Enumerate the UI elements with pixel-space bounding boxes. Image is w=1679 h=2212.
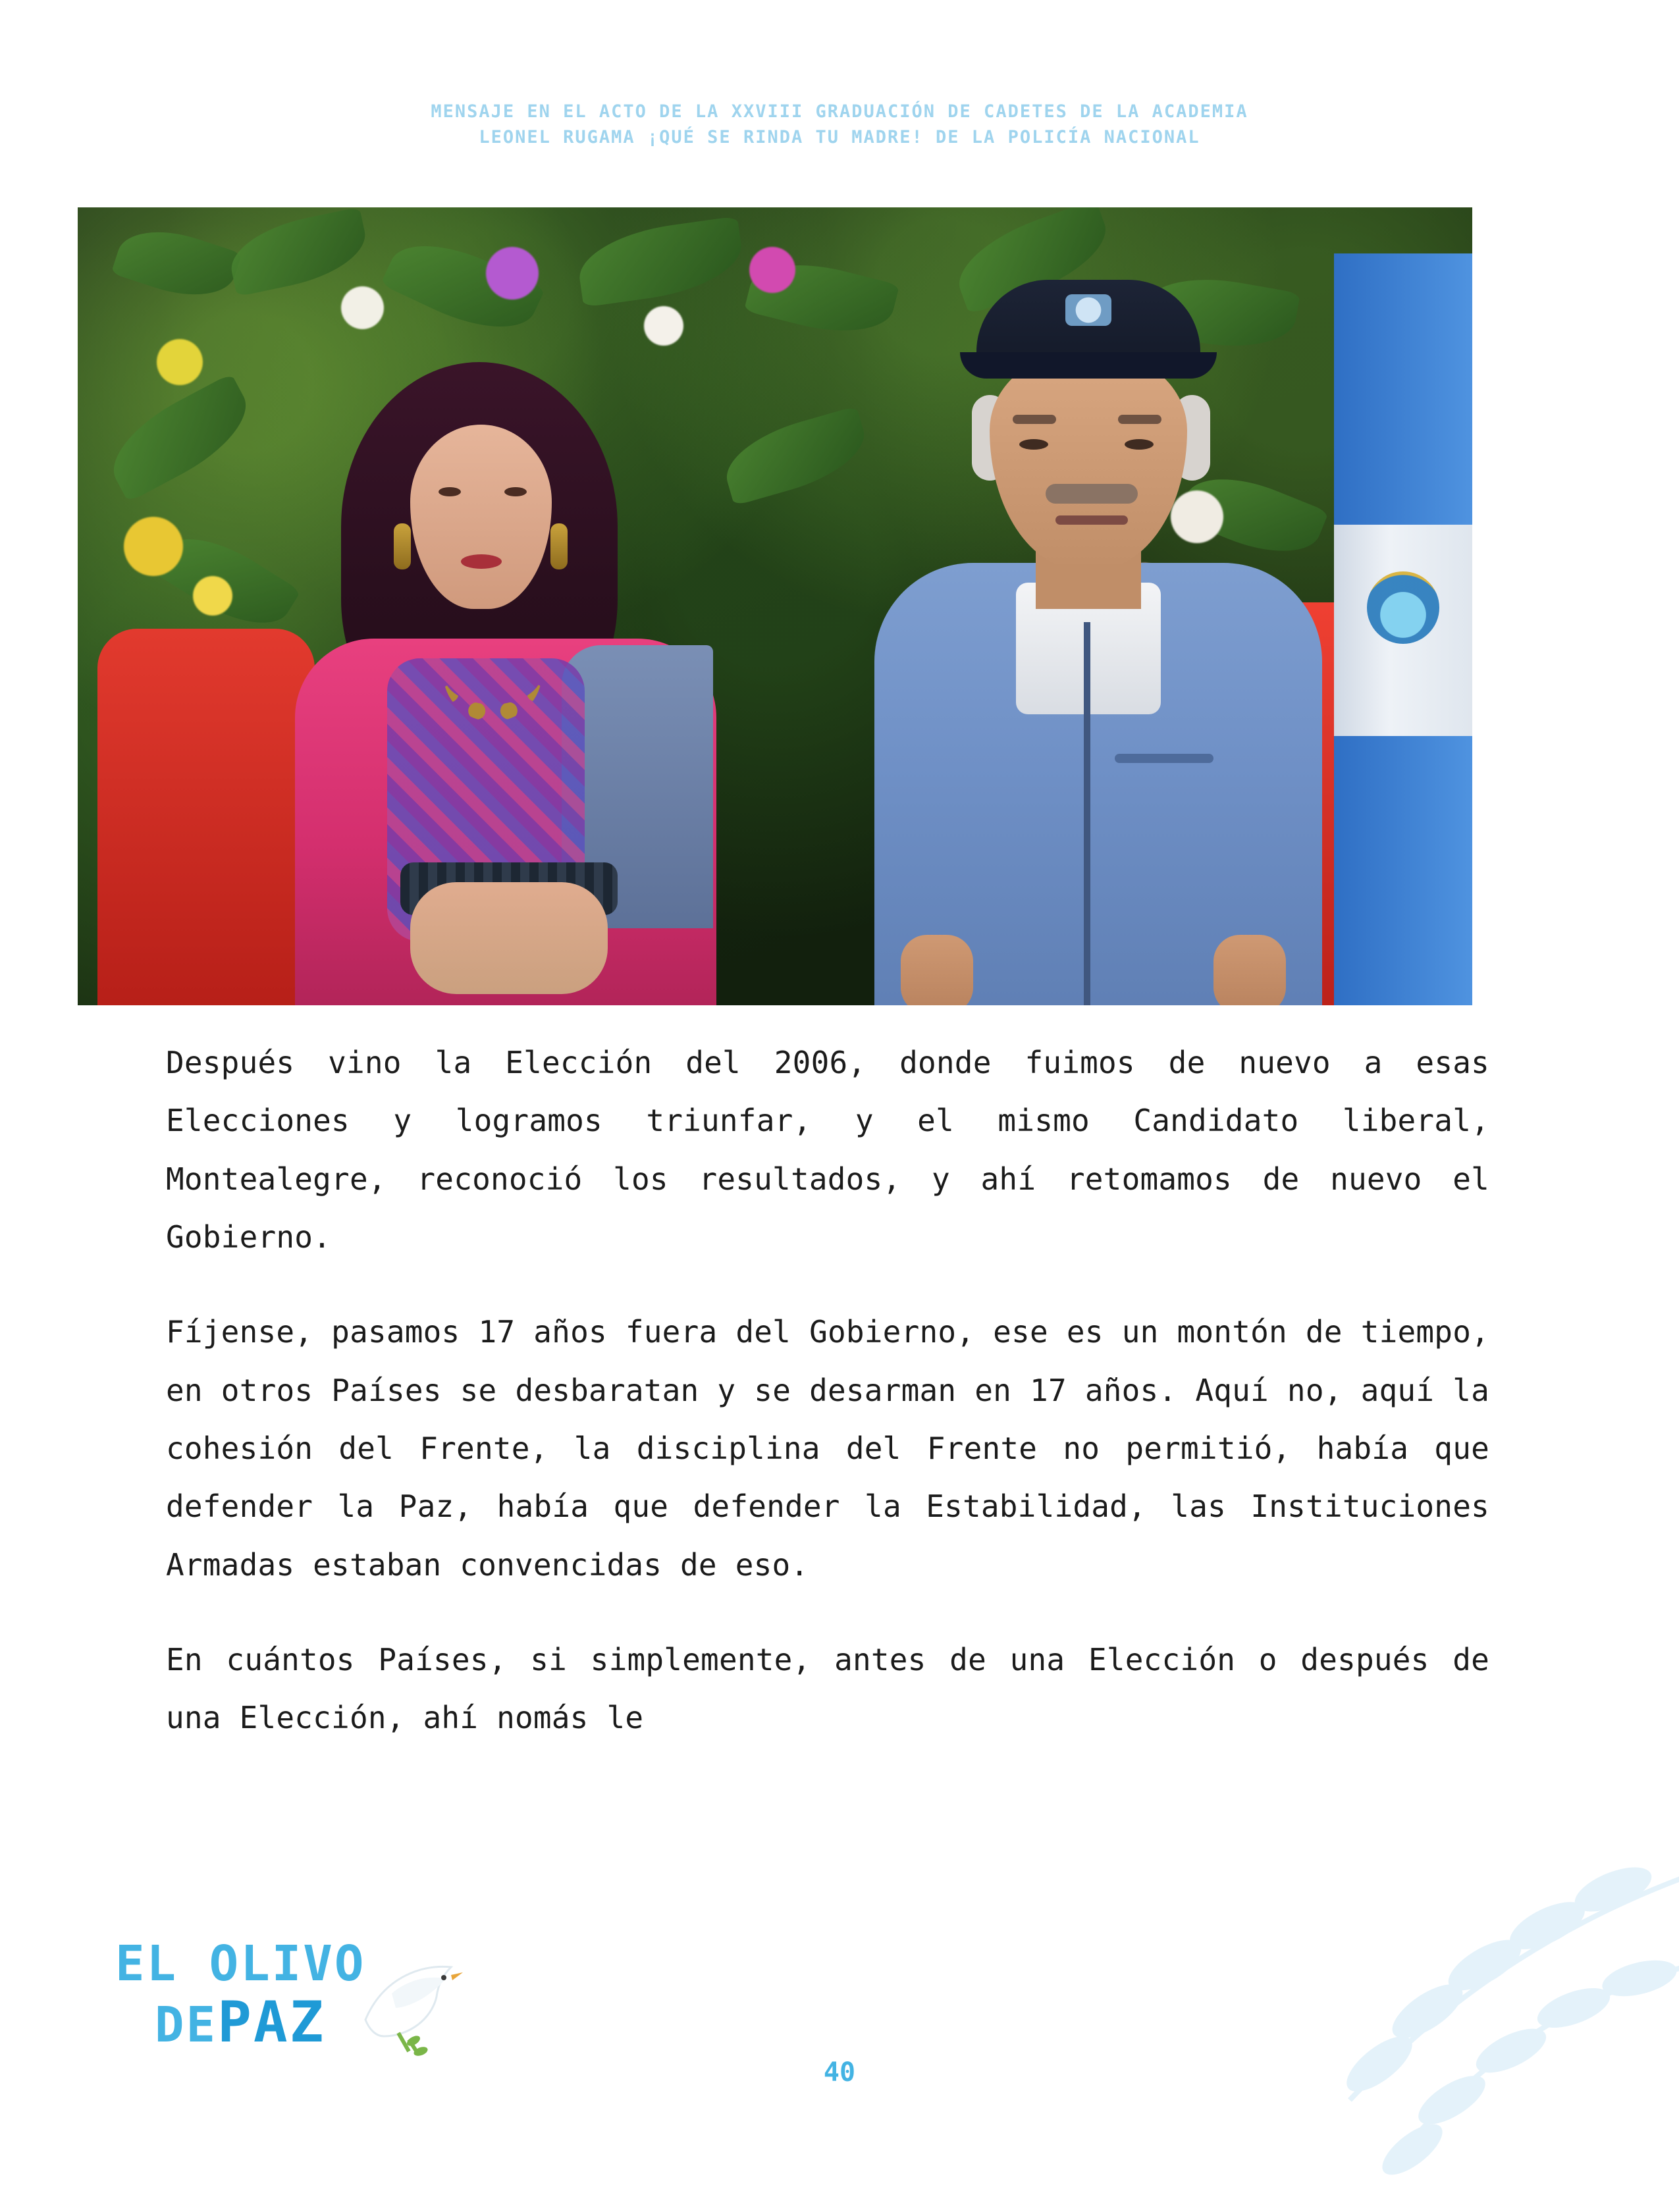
header-line-2: LEONEL RUGAMA ¡QUÉ SE RINDA TU MADRE! DE LA POLICÍA NACIONAL (479, 127, 1200, 148)
foliage-leaf (717, 406, 874, 506)
man-jacket-zipper (1084, 622, 1090, 1005)
man-cap-brim (960, 352, 1217, 379)
flag-crest (1367, 571, 1439, 644)
woman-face (410, 425, 552, 609)
photo-background (78, 207, 1472, 1005)
flower (193, 576, 232, 616)
logo-word-paz: PAZ (217, 1989, 326, 2055)
paragraph: En cuántos Países, si simplemente, antes de una Elección o después de una Elección, ahí nomás le (166, 1641, 1489, 1736)
woman-earring-right (550, 523, 568, 569)
flower (124, 517, 183, 576)
header-line-1: MENSAJE EN EL ACTO DE LA XXVIII GRADUACIÓN DE CADETES DE LA ACADEMIA (431, 101, 1248, 122)
woman-lips (461, 554, 502, 569)
nicaragua-flag (1334, 253, 1472, 1005)
man-cap-badge-icon (1065, 294, 1111, 326)
woman-eye-left (439, 487, 461, 496)
flower (749, 247, 795, 293)
man-face (990, 352, 1187, 569)
man-mouth (1055, 515, 1128, 525)
logo-line-2 (155, 1989, 325, 2055)
foliage-leaf (97, 373, 262, 502)
page-header (0, 99, 1679, 150)
person-woman (295, 362, 716, 1005)
flower (486, 247, 539, 300)
olive-branch-decoration (1113, 1791, 1679, 2212)
logo-line-1: EL OLIVO (115, 1936, 366, 1992)
article-photo (78, 207, 1472, 1005)
dove-icon (352, 1941, 477, 2059)
woman-eye-right (504, 487, 527, 496)
man-jacket-pocket (1115, 754, 1213, 763)
man-hand-left (901, 935, 973, 1005)
flower (644, 306, 683, 346)
person-man (855, 253, 1342, 1005)
man-brow-left (1013, 415, 1056, 424)
foliage-leaf (111, 217, 242, 309)
paragraph: Fíjense, pasamos 17 años fuera del Gobierno, ese es un montón de tiempo, en otros Países se desbaratan y se desarman en 17 años. Aquí no, aquí la cohesión del Frente, la disciplina del Frente no permitió, había que defender la Paz, había que defender la Estabilidad, las Instituciones Armadas estaban convencidas de eso. (166, 1314, 1489, 1583)
flag-band-top (1334, 253, 1472, 525)
man-brow-right (1118, 415, 1161, 424)
red-chair-left (97, 629, 315, 1005)
man-mustache (1046, 484, 1138, 504)
woman-necklace (443, 625, 542, 722)
page-number: 40 (823, 2057, 856, 2088)
flower (341, 286, 384, 329)
foliage-leaf (224, 207, 372, 297)
body-text (166, 1034, 1489, 1747)
man-hand-right (1213, 935, 1286, 1005)
flower (157, 339, 203, 385)
man-eye-right (1125, 439, 1154, 450)
woman-earring-left (394, 523, 411, 569)
logo-word-de: DE (155, 1997, 218, 2053)
paragraph: Después vino la Elección del 2006, donde fuimos de nuevo a esas Elecciones y logramos triunfar, y el mismo Candidato liberal, Montealegre, reconoció los resultados, y ahí retomamos de nuevo el Gobierno. (166, 1045, 1489, 1255)
man-eye-left (1019, 439, 1048, 450)
woman-hands (410, 882, 608, 994)
flag-band-bottom (1334, 736, 1472, 1005)
foliage-leaf (574, 216, 747, 307)
